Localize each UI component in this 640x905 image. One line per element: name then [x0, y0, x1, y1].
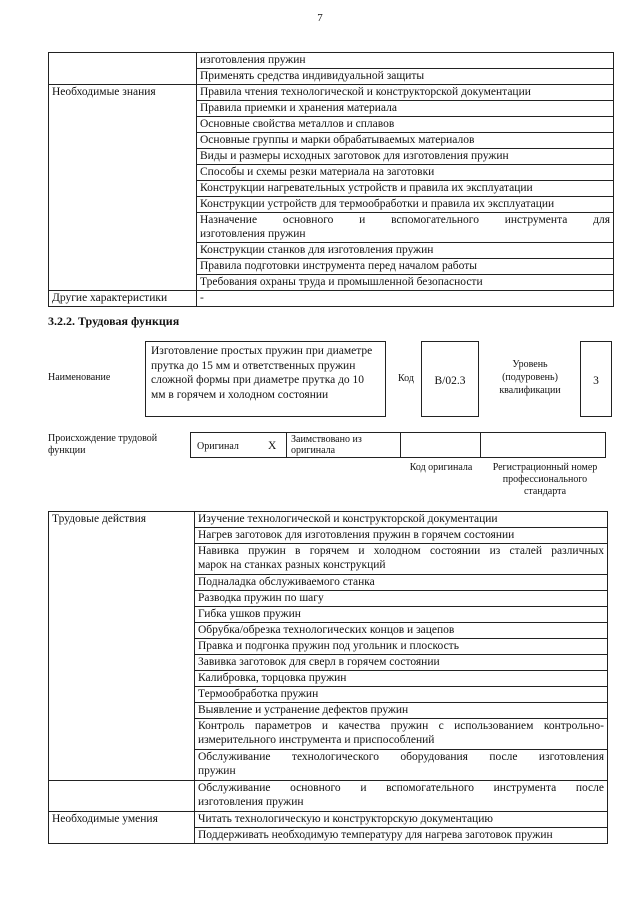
- table-row-line: Контроль параметров и качества пружин с использованием контрольно-: [198, 720, 604, 732]
- table-row: [195, 750, 608, 781]
- section-heading: 3.2.2. Трудовая функция: [48, 314, 180, 328]
- level-label: Уровень (подуровень) квалификации: [499, 359, 561, 396]
- table-row: Завивка заготовок для сверл в горячем состоянии: [195, 655, 608, 671]
- table-row: изготовления пружин: [197, 53, 614, 69]
- table-row: Требования охраны труда и промышленной безопасности: [197, 275, 614, 291]
- table-row: Разводка пружин по шагу: [195, 591, 608, 607]
- table-row: [195, 781, 608, 812]
- table-row-line: изготовления пружин: [198, 796, 304, 808]
- top-table: [48, 52, 614, 307]
- table-row: Изучение технологической и конструкторской документации: [195, 512, 608, 528]
- table-row: [195, 544, 608, 575]
- table-row: Основные свойства металлов и сплавов: [197, 117, 614, 133]
- table-row: Термообработка пружин: [195, 687, 608, 703]
- table-row: Правила подготовки инструмента перед началом работы: [197, 259, 614, 275]
- table-row: Применять средства индивидуальной защиты: [197, 69, 614, 85]
- table-row-line: изготовления пружин: [200, 228, 306, 240]
- bottom-table: [48, 511, 608, 844]
- original-label: Оригинал: [197, 441, 239, 452]
- table-row: Обрубка/обрезка технологических концов и зацепов: [195, 623, 608, 639]
- table-row-line: марок на станках разных конструкций: [198, 559, 386, 571]
- origin-label: Происхождение трудовой функции: [48, 433, 158, 456]
- table-row-line: Обслуживание основного и вспомогательного инструмента после: [198, 782, 604, 794]
- table-row-line: Навивка пружин в горячем и холодном состоянии из сталей различных: [198, 545, 604, 557]
- knowledge-label: Необходимые знания: [49, 85, 197, 291]
- original-mark: X: [268, 440, 277, 452]
- table-row-line: Назначение основного и вспомогательного инструмента для: [200, 214, 610, 226]
- level-value: 3: [580, 341, 612, 417]
- table-row: Конструкции нагревательных устройств и правила их эксплуатации: [197, 181, 614, 197]
- table-row: Виды и размеры исходных заготовок для изготовления пружин: [197, 149, 614, 165]
- code-value: B/02.3: [421, 341, 479, 417]
- origin-box: [190, 432, 606, 458]
- table-row: Правила приемки и хранения материала: [197, 101, 614, 117]
- borrowed-label: Заимствовано из оригинала: [291, 434, 362, 456]
- table-row: Калибровка, торцовка пружин: [195, 671, 608, 687]
- table-row-line: пружин: [198, 765, 236, 777]
- table-row: Конструкции устройств для термообработки и правила их эксплуатации: [197, 197, 614, 213]
- table-row: [195, 719, 608, 750]
- name-label: Наименование: [48, 372, 111, 383]
- skills-label: Необходимые умения: [49, 812, 195, 844]
- code-label: Код: [398, 373, 414, 384]
- table-row: Способы и схемы резки материала на заготовки: [197, 165, 614, 181]
- table-row: Выявление и устранение дефектов пружин: [195, 703, 608, 719]
- other-label: Другие характеристики: [49, 291, 197, 307]
- page-number: 7: [317, 12, 323, 24]
- table-row-line: измерительного инструмента и приспособлений: [198, 734, 435, 746]
- table-row: Читать технологическую и конструкторскую документацию: [195, 812, 608, 828]
- table-row: Нагрев заготовок для изготовления пружин в горячем состоянии: [195, 528, 608, 544]
- actions-label: Трудовые действия: [49, 512, 195, 781]
- table-row: Правка и подгонка пружин под угольник и плоскость: [195, 639, 608, 655]
- table-row: Гибка ушков пружин: [195, 607, 608, 623]
- table-row: [197, 213, 614, 243]
- table-row: Подналадка обслуживаемого станка: [195, 575, 608, 591]
- table-row-line: Обслуживание технологического оборудования после изготовления: [198, 751, 604, 763]
- table-row: Основные группы и марки обрабатываемых материалов: [197, 133, 614, 149]
- table-row: Правила чтения технологической и конструкторской документации: [197, 85, 614, 101]
- function-name: Изготовление простых пружин при диаметре прутка до 15 мм и ответственных пружин сложной формы при диаметре прутка до 10 мм в горячем и холодном состоянии: [145, 341, 386, 417]
- code-caption: Код оригинала: [409, 462, 473, 473]
- reg-caption: Регистрационный номер профессионального стандарта: [492, 462, 598, 497]
- table-row: Конструкции станков для изготовления пружин: [197, 243, 614, 259]
- other-value: -: [197, 291, 614, 307]
- table-row: Поддерживать необходимую температуру для нагрева заготовок пружин: [195, 828, 608, 844]
